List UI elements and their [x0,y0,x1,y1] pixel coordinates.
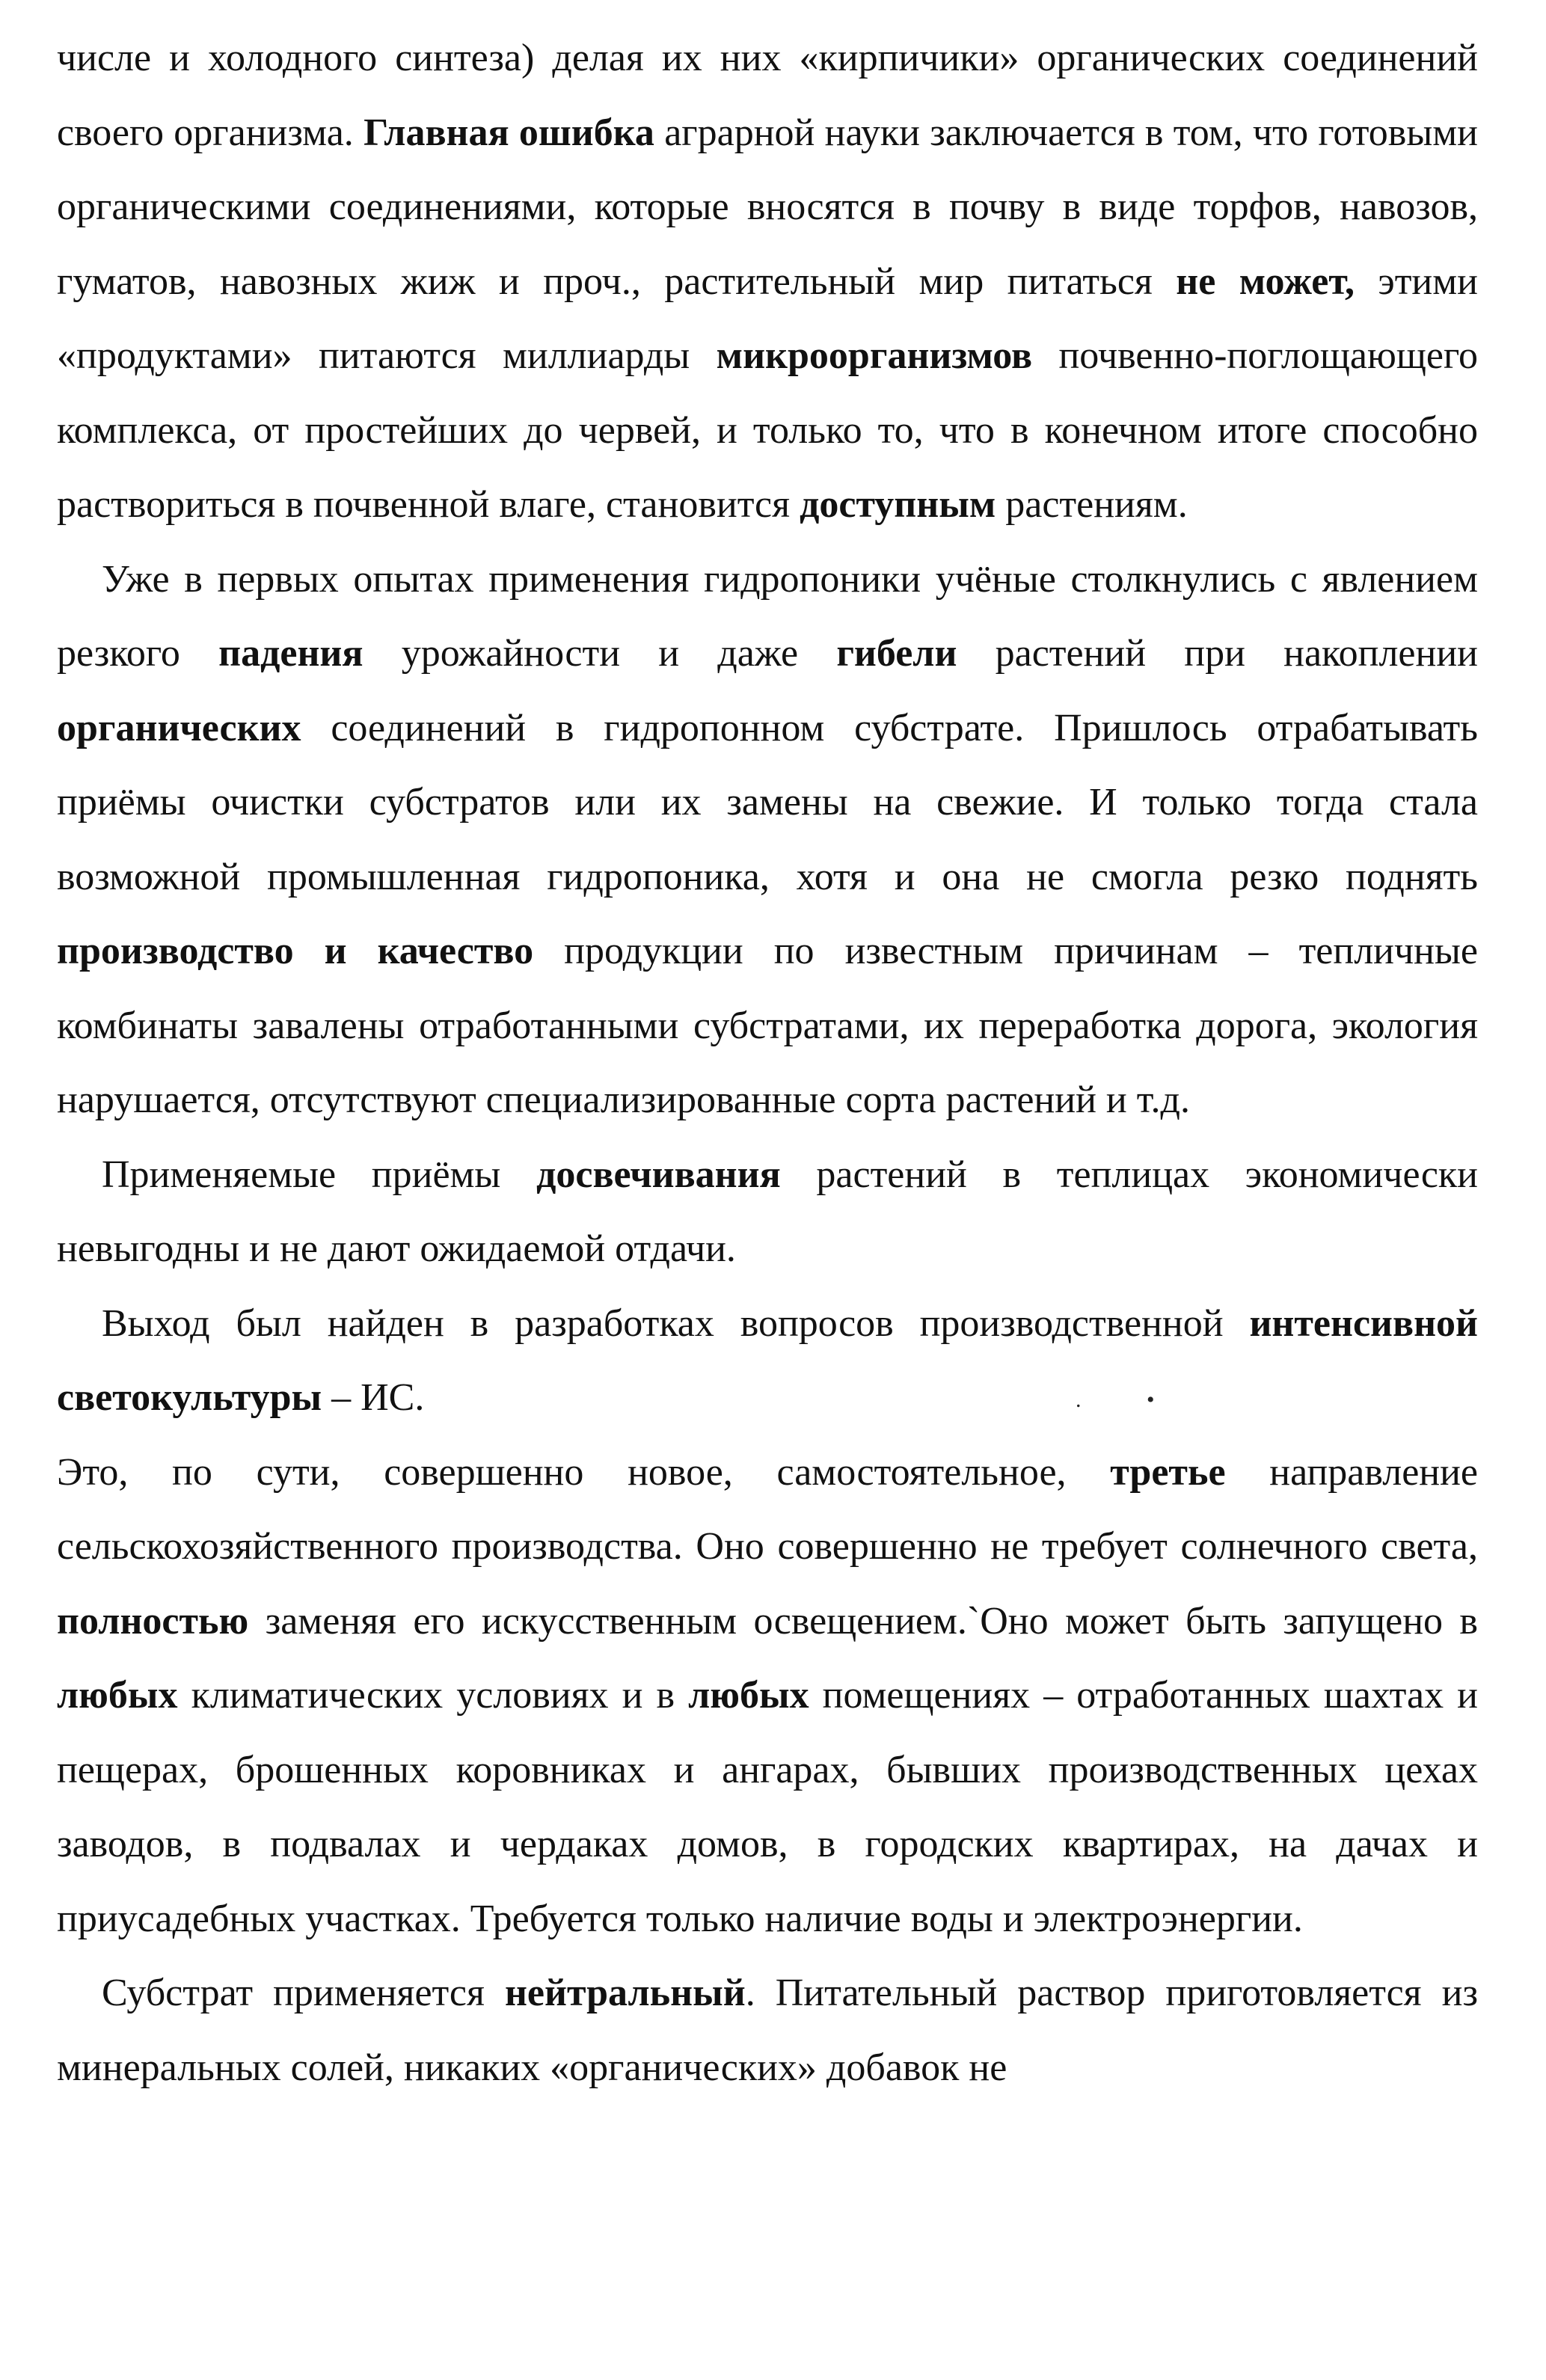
text-run: Субстрат применяется [102,1972,505,2014]
bold-text-run: падения [218,632,364,675]
text-run: заменяя его искусственным освещением.`Оно может быть запущено в [248,1599,1478,1643]
document-page [57,21,1478,2105]
bold-text-run: интенсивной светокультуры [57,1301,1478,1419]
text-run: направление сельскохозяйственного производства. Оно совершенно не требует солнечного света, [57,1450,1479,1568]
bold-text-run: любых [57,1674,178,1717]
paragraph-third-direction [57,1435,1478,1957]
bold-text-run: нейтральный [504,1972,746,2014]
text-run: помещениях – отработанных шахтах и пещерах, брошенных коровниках и ангарах, бывших производственных цехах заводов, в подвалах и чердаках домов, в городских квартирах, на дачах и приусадебных участках. Требуется только наличие воды и электроэнергии. [57,1674,1479,1940]
text-run: растений в теплицах экономически невыгодны и не дают ожидаемой отдачи. [57,1153,1478,1270]
text-run: продукции по известным причинам – тепличные комбинаты завалены отработанными субстратами, их переработка дорога, экология нарушается, отсутствуют специализированные сорта растений и т.д. [57,930,1478,1121]
text-run: . Питательный раствор приготовляется из минеральных солей, никаких «органических» добавок не [57,1972,1478,2089]
text-run: почвенно-поглощающего комплекса, от простейших до червей, и только то, что в конечном итоге способно раствориться в почвенной влаге, становится [57,334,1478,526]
paragraph-organic-error [57,21,1478,542]
paragraph-hydroponics [57,542,1478,1138]
paragraph-supplemental-lighting [57,1138,1478,1286]
paragraph-solution-found [57,1286,1478,1435]
paragraph-substrate [57,1956,1478,2105]
text-run: Применяемые приёмы [102,1153,537,1196]
text-run: урожайности и даже [363,632,837,675]
text-run: Уже в первых опытах применения гидропоники учёные столкнулись с явлением резкого [57,557,1478,675]
bold-text-run: доступным [800,483,996,526]
bold-text-run: Главная ошибка [364,111,654,154]
bold-text-run: досвечивания [536,1153,781,1196]
text-run: Выход был найден в разработках вопросов производственной [102,1301,1250,1345]
text-run: растений при накоплении [957,632,1478,675]
text-run: – ИС. [322,1376,425,1419]
bold-text-run: органических [57,706,301,749]
bold-text-run: микроорганизмов [716,334,1033,377]
text-run: соединений в гидропонном субстрате. Пришлось отрабатывать приёмы очистки субстратов или их замены на свежие. И только тогда стала возможной промышленная гидропоника, хотя и она не смогла резко поднять [57,706,1478,898]
bold-text-run: любых [688,1674,809,1717]
text-run: растениям. [996,483,1188,526]
bold-text-run: не может, [1176,260,1355,303]
bold-text-run: производство и качество [57,930,534,972]
text-run: числе и холодного синтеза) делая их них «кирпичики» органических соединений своего организма. [57,37,1478,154]
text-run: Это, по сути, совершенно новое, самостоятельное, [57,1450,1111,1494]
bold-text-run: третье [1110,1450,1226,1494]
bold-text-run: полностью [57,1599,249,1643]
stray-scan-marks: . • [1076,1387,1185,1412]
bold-text-run: гибели [836,632,957,675]
text-run: этими «продуктами» питаются миллиарды [57,260,1478,377]
text-run: аграрной науки заключается в том, что готовыми органическими соединениями, которые вносятся в почву в виде торфов, навозов, гуматов, навозных жиж и проч., растительный мир питаться [57,111,1478,303]
text-run: климатических условиях и в [177,1674,689,1717]
